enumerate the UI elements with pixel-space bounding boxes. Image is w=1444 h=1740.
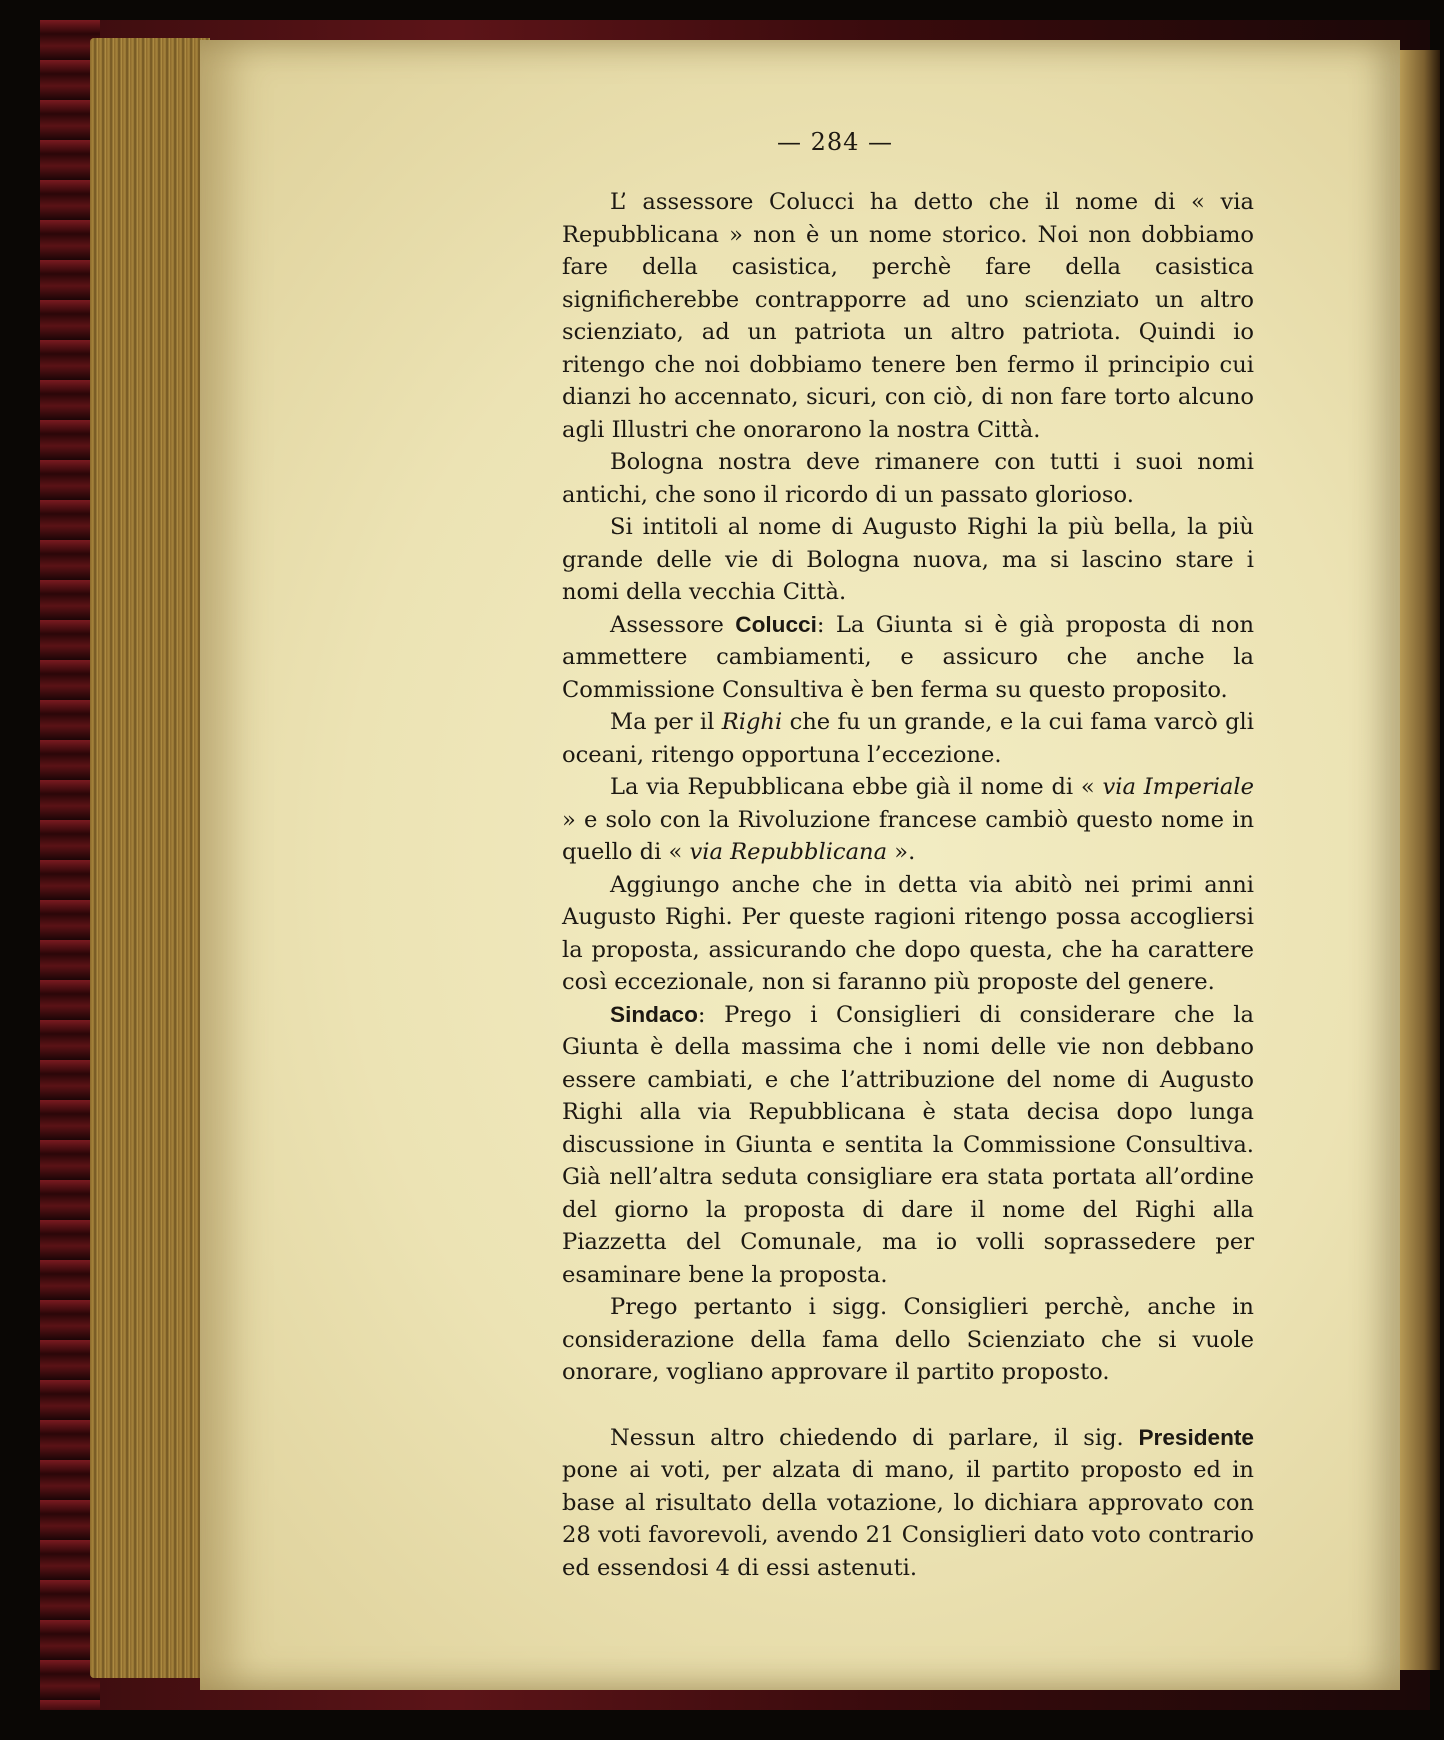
- paragraph: [562, 1422, 1254, 1585]
- page-edges: [90, 38, 210, 1678]
- paragraph: [562, 609, 1254, 707]
- paragraph-text: Nessun altro chiedendo di parlare, il sig.: [610, 1424, 1139, 1451]
- page-gutter: [1400, 50, 1440, 1670]
- speaker-name: Colucci: [735, 611, 817, 637]
- paragraph-text: : La Giunta si è già proposta di non ammettere cambiamenti, e assicuro che anche la Commissione Consultiva è ben ferma su questo proposito.: [562, 611, 1254, 703]
- paragraph-lead: Assessore: [610, 611, 724, 638]
- page-number: — 284 —: [776, 128, 894, 156]
- paragraph: [562, 706, 1254, 771]
- italic-text: Righi: [721, 709, 783, 735]
- paragraph-text: La via Repubblicana ebbe già il nome di «: [610, 774, 1103, 800]
- speaker-name: Presidente: [1138, 1424, 1254, 1450]
- italic-text: via Imperiale: [1102, 774, 1255, 800]
- paragraph-text: » e solo con la Rivoluzione francese cambiò questo nome in quello di «: [562, 806, 1254, 865]
- paragraph-text: ».: [887, 839, 916, 865]
- paragraph: Bologna nostra deve rimanere con tutti i suoi nomi antichi, che sono il ricordo di un passato glorioso.: [562, 449, 1254, 508]
- paragraph-text: che fu un grande, e la cui fama varcò gli oceani, ritengo opportuna l’eccezione.: [562, 709, 1254, 768]
- paragraph: L’ assessore Colucci ha detto che il nome di « via Repubblicana » non è un nome storico. Noi non dobbiamo fare della casistica, perchè fare della casistica significherebbe contrapporre ad uno scienziato un altro scienziato, ad un patriota un altro patriota. Quindi io ritengo che noi dobbiamo tenere ben fermo il principio cui dianzi ho accennato, sicuri, con ciò, di non fare torto alcuno agli Illustri che onorarono la nostra Città.: [562, 189, 1254, 443]
- paragraph: Prego pertanto i sigg. Consiglieri perchè, anche in considerazione della fama dello Scienziato che si vuole onorare, vogliano approvare il partito proposto.: [562, 1294, 1254, 1385]
- paragraph: [562, 999, 1254, 1292]
- page-body: [562, 186, 1254, 1584]
- paragraph: Si intitoli al nome di Augusto Righi la più bella, la più grande delle vie di Bologna nuova, ma si lascino stare i nomi della vecchia Città.: [562, 514, 1254, 605]
- speaker-name: Sindaco: [610, 1001, 698, 1027]
- paragraph-text: : Prego i Consiglieri di considerare che la Giunta è della massima che i nomi delle vie non debbano essere cambiati, e che l’attribuzione del nome di Augusto Righi alla via Repubblicana è stata decisa dopo lunga discussione in Giunta e sentita la Commissione Consultiva. Già nell’altra seduta consigliare era stata portata all’ordine del giorno la proposta di dare il nome del Righi alla Piazzetta del Comunale, ma io volli soprassedere per esaminare bene la proposta.: [562, 1001, 1254, 1288]
- paragraph: [562, 771, 1254, 869]
- italic-text: via Repubblicana: [689, 839, 888, 865]
- paragraph-text: Ma per il: [610, 709, 722, 735]
- paragraph: Aggiungo anche che in detta via abitò nei primi anni Augusto Righi. Per queste ragioni ritengo possa accogliersi la proposta, assicurando che dopo questa, che ha carattere così eccezionale, non si faranno più proposte del genere.: [562, 871, 1254, 995]
- paragraph-text: pone ai voti, per alzata di mano, il partito proposto ed in base al risultato della votazione, lo dichiara approvato con 28 voti favorevoli, avendo 21 Consiglieri dato voto contrario ed essendosi 4 di essi astenuti.: [562, 1457, 1254, 1581]
